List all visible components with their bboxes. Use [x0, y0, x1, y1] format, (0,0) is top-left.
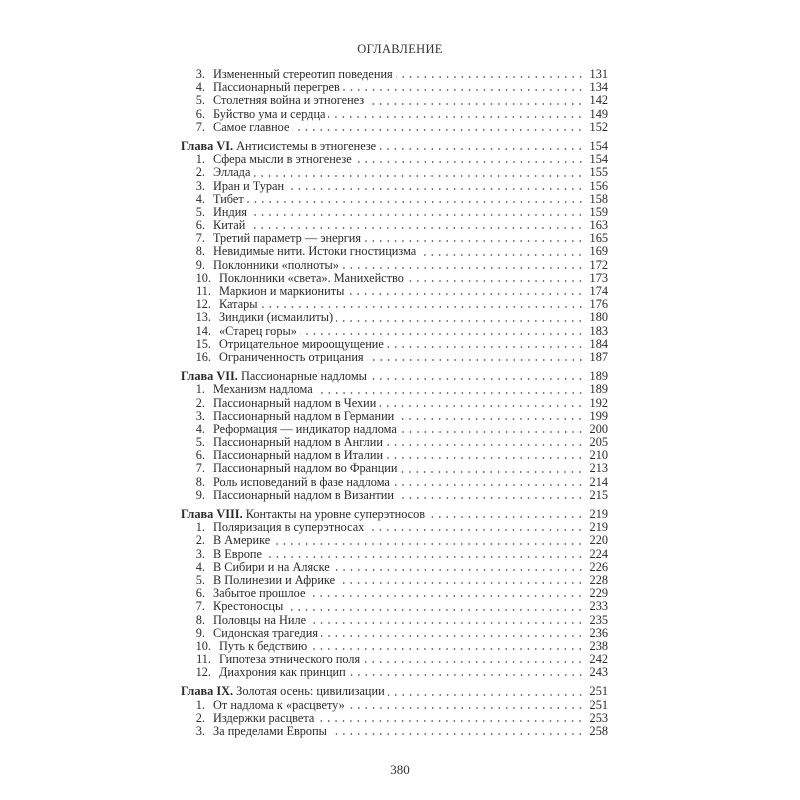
dot-leader	[338, 581, 584, 585]
dot-leader	[393, 483, 584, 487]
dot-leader	[386, 456, 584, 460]
section-title: В Америке	[213, 533, 271, 548]
toc-section-entry[interactable]	[181, 180, 608, 193]
section-number: 5.	[195, 204, 205, 219]
section-page: 242	[589, 652, 608, 667]
dot-leader	[310, 647, 584, 651]
chapter-name: Контакты на уровне суперэтносов	[245, 507, 426, 521]
dot-leader	[343, 88, 584, 92]
chapter-page: 189	[589, 369, 608, 384]
section-title: «Старец горы»	[219, 323, 297, 338]
section-page: 156	[589, 178, 608, 193]
section-title: От надлома к «расцвету»	[213, 697, 345, 712]
section-page: 233	[589, 599, 608, 614]
section-page: 180	[589, 310, 608, 325]
section-page: 228	[589, 572, 608, 587]
toc-section-entry[interactable]	[181, 397, 608, 410]
section-number: 9.	[195, 625, 205, 640]
dot-leader	[400, 470, 584, 474]
toc-section-entry[interactable]	[181, 259, 608, 272]
dot-leader	[248, 226, 584, 230]
section-page: 169	[589, 244, 608, 259]
section-title: Ограниченность отрицания	[219, 349, 364, 364]
dot-leader	[321, 634, 584, 638]
dot-leader	[317, 719, 584, 723]
table-of-contents	[181, 68, 608, 738]
section-page: 219	[589, 520, 608, 535]
dot-leader	[333, 568, 584, 572]
section-page: 192	[589, 395, 608, 410]
section-number: 1.	[195, 382, 205, 397]
section-title: Роль исповеданий в фазе надлома	[213, 474, 390, 489]
section-number: 5.	[195, 435, 205, 450]
section-number: 2.	[195, 533, 205, 548]
section-title: Буйство ума и сердца	[213, 106, 326, 121]
section-page: 134	[589, 80, 608, 95]
toc-section-entry[interactable]	[181, 351, 608, 364]
section-number: 16.	[195, 349, 211, 364]
section-page: 238	[589, 638, 608, 653]
section-title: Эллада	[213, 165, 251, 180]
section-title: За пределами Европы	[213, 724, 327, 738]
dot-leader	[250, 213, 584, 217]
section-number: 15.	[195, 336, 211, 351]
section-page: 131	[589, 67, 608, 81]
section-page: 187	[589, 349, 608, 364]
dot-leader	[316, 391, 584, 395]
dot-leader	[387, 345, 584, 349]
section-title: Диахрония как принцип	[219, 665, 346, 680]
toc-section-entry[interactable]	[181, 311, 608, 324]
chapter-name: Антисистемы в этногенезе	[236, 138, 377, 153]
dot-leader	[273, 542, 584, 546]
section-title: Зиндики (исмаилиты)	[219, 310, 334, 325]
section-page: 163	[589, 218, 608, 233]
section-title: Поклонники «полноты»	[213, 257, 339, 272]
section-number: 10.	[195, 270, 211, 285]
toc-section-entry[interactable]	[181, 600, 608, 613]
toc-section-entry[interactable]	[181, 699, 608, 712]
section-title: Маркион и маркиониты	[219, 284, 345, 298]
section-title: Индия	[213, 204, 247, 219]
dot-leader	[309, 621, 584, 625]
dot-leader	[419, 253, 584, 257]
dot-leader	[379, 147, 584, 151]
dot-leader	[407, 279, 584, 283]
section-title: Механизм надлома	[213, 382, 313, 397]
section-page: 215	[589, 487, 608, 502]
toc-section-entry[interactable]	[181, 462, 608, 475]
dot-leader	[367, 528, 584, 532]
section-title: Пассионарный надлом в Англии	[213, 435, 383, 450]
section-page: 200	[589, 421, 608, 436]
section-number: 11.	[196, 284, 211, 298]
toc-chapter-entry[interactable]	[181, 685, 608, 698]
dot-leader	[370, 377, 584, 381]
section-title: Пассионарный надлом в Германии	[213, 408, 395, 423]
toc-section-entry[interactable]	[181, 627, 608, 640]
dot-leader	[247, 200, 584, 204]
toc-section-entry[interactable]	[181, 548, 608, 561]
section-number: 1.	[195, 520, 205, 535]
section-title: Пассионарный надлом во Франции	[213, 461, 398, 476]
section-number: 7.	[195, 599, 205, 614]
dot-leader	[330, 732, 584, 736]
toc-section-entry[interactable]	[181, 725, 608, 738]
section-title: Измененный стереотип поведения	[213, 67, 393, 81]
dot-leader	[367, 102, 584, 106]
section-number: 3.	[195, 178, 205, 193]
section-title: Третий параметр — энергия	[213, 231, 362, 246]
section-page: 213	[589, 461, 608, 476]
section-number: 11.	[196, 652, 211, 667]
section-number: 14.	[195, 323, 211, 338]
chapter-number: Глава VII.	[181, 369, 238, 384]
dot-leader	[349, 673, 584, 677]
section-number: 1.	[195, 152, 205, 167]
dot-leader	[388, 693, 584, 697]
dot-leader	[355, 160, 584, 164]
section-title: Половцы на Ниле	[213, 612, 307, 627]
section-title: Самое главное	[213, 119, 290, 134]
section-title: Поклонники «света». Манихейство	[219, 270, 404, 285]
chapter-number: Глава VI.	[181, 138, 234, 153]
dot-leader	[253, 174, 584, 178]
dot-leader	[363, 660, 584, 664]
dot-leader	[396, 75, 584, 79]
section-title: Пассионарный надлом в Италии	[213, 448, 384, 463]
section-title: Издержки расцвета	[213, 710, 315, 725]
section-number: 4.	[195, 191, 205, 206]
toc-section-entry[interactable]	[181, 206, 608, 219]
dot-leader	[292, 128, 584, 132]
section-number: 3.	[195, 724, 205, 738]
section-page: 165	[589, 231, 608, 246]
toc-section-entry[interactable]	[181, 338, 608, 351]
section-title: Китай	[213, 218, 246, 233]
section-title: Тибет	[213, 191, 244, 206]
section-number: 6.	[195, 106, 205, 121]
section-number: 6.	[195, 218, 205, 233]
section-number: 2.	[195, 395, 205, 410]
section-number: 7.	[195, 231, 205, 246]
dot-leader	[261, 305, 584, 309]
chapter-title	[181, 685, 385, 698]
section-number: 12.	[195, 297, 211, 312]
section-number: 9.	[195, 257, 205, 272]
section-page: 174	[589, 284, 608, 298]
dot-leader	[336, 319, 584, 323]
section-page: 155	[589, 165, 608, 180]
dot-leader	[379, 404, 584, 408]
section-title: Пассионарный перегрев	[213, 80, 340, 95]
section-page: 154	[589, 152, 608, 167]
toc-section-entry[interactable]	[181, 410, 608, 423]
dot-leader	[348, 706, 584, 710]
chapter-page: 219	[589, 507, 608, 521]
toc-section-entry[interactable]	[181, 614, 608, 627]
section-page: 258	[589, 724, 608, 738]
section-number: 8.	[195, 244, 205, 259]
dot-leader	[386, 443, 584, 447]
section-page: 172	[589, 257, 608, 272]
toc-section-entry[interactable]	[181, 383, 608, 396]
section-page: 173	[589, 270, 608, 285]
dot-leader	[428, 515, 584, 519]
section-number: 2.	[195, 165, 205, 180]
dot-leader	[364, 239, 584, 243]
section-page: 189	[589, 382, 608, 397]
section-page: 243	[589, 665, 608, 680]
section-page: 236	[589, 625, 608, 640]
section-title: Столетняя война и этногенез	[213, 93, 365, 108]
section-title: В Полинезии и Африке	[213, 572, 336, 587]
toc-section-entry[interactable]	[181, 94, 608, 107]
section-number: 13.	[195, 310, 211, 325]
section-title: Иран и Туран	[213, 178, 285, 193]
section-number: 5.	[195, 572, 205, 587]
dot-leader	[397, 496, 584, 500]
section-title: В Европе	[213, 546, 262, 561]
section-title: Катары	[219, 297, 258, 312]
section-page: 158	[589, 191, 608, 206]
page-title: ОГЛАВЛЕНИЕ	[357, 42, 443, 56]
section-number: 4.	[195, 559, 205, 574]
section-page: 159	[589, 204, 608, 219]
section-number: 3.	[195, 67, 205, 81]
section-number: 3.	[195, 546, 205, 561]
toc-section-entry[interactable]	[181, 476, 608, 489]
section-number: 1.	[195, 697, 205, 712]
page-number: 380	[390, 762, 410, 777]
chapter-page: 154	[589, 138, 608, 153]
section-title: Реформация — индикатор надлома	[213, 421, 397, 436]
section-number: 9.	[195, 487, 205, 502]
section-number: 8.	[195, 474, 205, 489]
toc-section-entry[interactable]	[181, 108, 608, 121]
section-page: 220	[589, 533, 608, 548]
section-number: 7.	[195, 119, 205, 134]
section-title: Пассионарный надлом в Византии	[213, 487, 394, 502]
chapter-name: Золотая осень: цивилизации	[236, 684, 385, 699]
section-title: Невидимые нити. Истоки гностицизма	[213, 244, 417, 259]
section-number: 7.	[195, 461, 205, 476]
toc-section-entry[interactable]	[181, 166, 608, 179]
section-title: Сидонская трагедия	[213, 625, 319, 640]
section-page: 184	[589, 336, 608, 351]
dot-leader	[342, 266, 584, 270]
dot-leader	[347, 292, 584, 296]
section-number: 4.	[195, 421, 205, 436]
dot-leader	[397, 417, 584, 421]
section-number: 5.	[195, 93, 205, 108]
section-title: Забытое прошлое	[213, 586, 306, 601]
toc-section-entry[interactable]	[181, 534, 608, 547]
toc-section-entry[interactable]	[181, 489, 608, 502]
section-page: 235	[589, 612, 608, 627]
section-title: Пассионарный надлом в Чехии	[213, 395, 377, 410]
dot-leader	[367, 358, 584, 362]
toc-section-entry[interactable]	[181, 245, 608, 258]
section-number: 2.	[195, 710, 205, 725]
section-title: Отрицательное мироощущение	[219, 336, 384, 351]
chapter-page: 251	[589, 684, 608, 699]
section-title: Гипотеза этнического поля	[219, 652, 361, 667]
section-page: 205	[589, 435, 608, 450]
section-title: В Сибири и на Аляске	[213, 559, 330, 574]
section-title: Путь к бедствию	[219, 638, 308, 653]
dot-leader	[400, 430, 584, 434]
section-page: 226	[589, 559, 608, 574]
section-number: 6.	[195, 448, 205, 463]
section-page: 149	[589, 106, 608, 121]
dot-leader	[265, 555, 584, 559]
toc-section-entry[interactable]	[181, 561, 608, 574]
toc-section-entry[interactable]	[181, 193, 608, 206]
toc-section-entry[interactable]	[181, 121, 608, 134]
dot-leader	[328, 115, 584, 119]
section-number: 6.	[195, 586, 205, 601]
dot-leader	[286, 608, 584, 612]
section-number: 10.	[195, 638, 211, 653]
section-page: 183	[589, 323, 608, 338]
section-page: 214	[589, 474, 608, 489]
chapter-number: Глава IX.	[181, 684, 234, 699]
section-page: 253	[589, 710, 608, 725]
section-number: 3.	[195, 408, 205, 423]
section-page: 229	[589, 586, 608, 601]
chapter-name: Пассионарные надломы	[240, 369, 367, 384]
section-page: 251	[589, 697, 608, 712]
dot-leader	[308, 594, 584, 598]
dot-leader	[287, 187, 584, 191]
section-title: Крестоносцы	[213, 599, 284, 614]
section-page: 210	[589, 448, 608, 463]
section-page: 224	[589, 546, 608, 561]
toc-section-entry[interactable]	[181, 325, 608, 338]
toc-section-entry[interactable]	[181, 666, 608, 679]
section-title: Поляризация в суперэтносах	[213, 520, 365, 535]
section-page: 176	[589, 297, 608, 312]
section-number: 4.	[195, 80, 205, 95]
chapter-number: Глава VIII.	[181, 507, 243, 521]
section-title: Сфера мысли в этногенезе	[213, 152, 352, 167]
dot-leader	[300, 332, 584, 336]
section-number: 12.	[195, 665, 211, 680]
section-page: 199	[589, 408, 608, 423]
section-page: 142	[589, 93, 608, 108]
section-number: 8.	[195, 612, 205, 627]
section-page: 152	[589, 119, 608, 134]
